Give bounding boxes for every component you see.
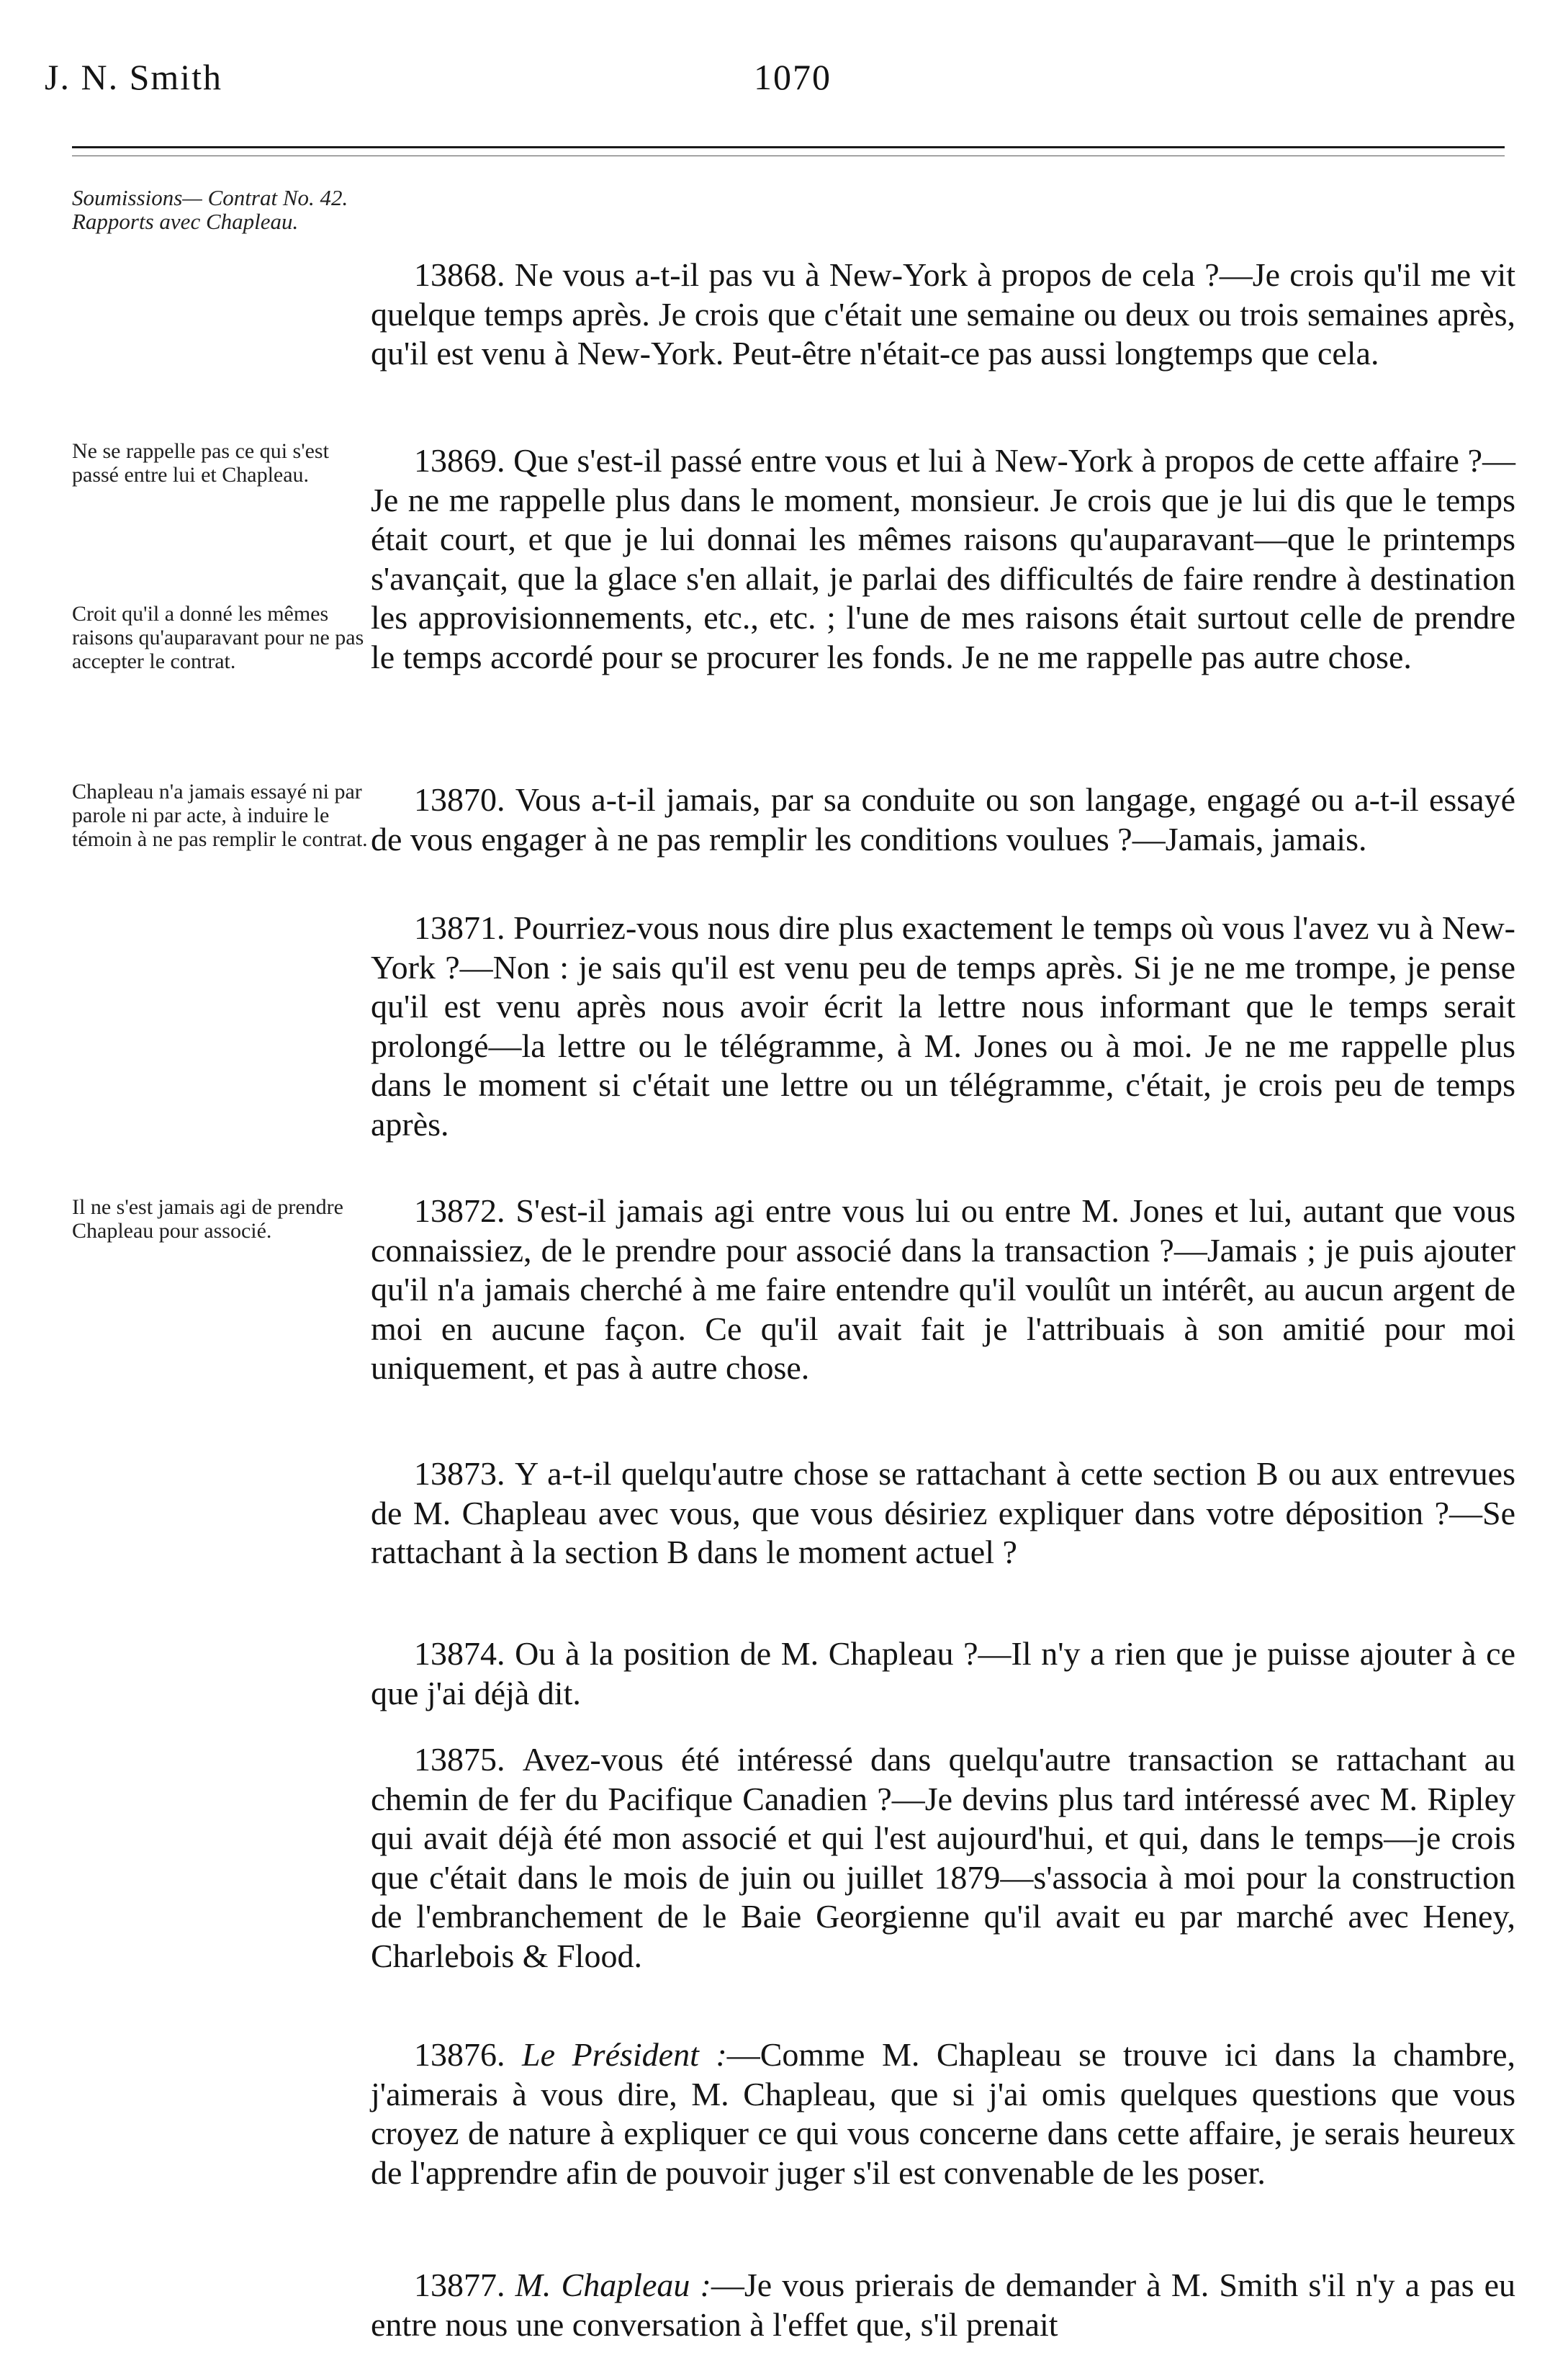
margin-note-contract: Soumissions— Contrat No. 42. Rapports avec Chapleau. (72, 185, 348, 234)
question-number: 13870. (414, 781, 515, 818)
question-text: Avez-vous été intéressé dans quelqu'autre transaction se rattachant au chemin de fer du Pacifique Canadien ?—Je devins plus tard intéressé avec M. Ripley qui avait déjà été mon associé et qui l'est aujourd'hui, et qui, dans le temps—je crois que c'était dans le mois de juin ou juillet 1879—s'associa à moi pour la construction de l'embranchement de le Baie Georgienne qu'il avait eu par marché avec Heney, Charlebois & Flood. (371, 1741, 1515, 1974)
question-text: Pourriez-vous nous dire plus exactement le temps où vous l'avez vu à New-York ?—Non : je sais qu'il est venu peu de temps après. Si je ne me trompe, je pense qu'il est venu après nous avoir écrit la lettre nous informant que le temps serait prolongé—la lettre ou le télégramme, à M. Jones ou à moi. Je ne me rappelle plus dans le moment si c'était une lettre ou un télégramme, c'était, je crois peu de temps après. (371, 909, 1516, 1143)
question-number: 13873. (414, 1455, 515, 1492)
question-13869 (371, 441, 1515, 677)
question-text: Que s'est-il passé entre vous et lui à New-York à propos de cette affaire ?—Je ne me rappelle plus dans le moment, monsieur. Je crois que je lui dis que le temps était court, et que je lui donnai les mêmes raisons qu'auparavant—que le printemps s'avançait, que la glace s'en allait, je parlai des difficultés de faire rendre à destination les approvisionnements, etc., etc. ; l'une de mes raisons était surtout celle de prendre le temps accordé pour se procurer les fonds. Je ne me rappelle pas autre chose. (371, 442, 1516, 675)
question-number: 13875. (414, 1741, 523, 1778)
question-text: Y a-t-il quelqu'autre chose se rattachant à cette section B ou aux entrevues de M. Chapleau avec vous, que vous désiriez expliquer dans votre déposition ?—Se rattachant à la section B dans le moment actuel ? (371, 1455, 1515, 1570)
margin-note-not-partner: Il ne s'est jamais agi de prendre Chapleau pour associé. (72, 1195, 343, 1243)
running-head: J. N. Smith (45, 57, 223, 97)
question-13876 (371, 2035, 1515, 2192)
question-number: 13874. (414, 1635, 515, 1672)
question-13877 (371, 2266, 1515, 2344)
margin-note-same-reasons: Croit qu'il a donné les mêmes raisons qu'auparavant pour ne pas accepter le contrat. (72, 602, 364, 673)
question-number: 13871. (414, 909, 514, 946)
page-number: 1070 (754, 57, 832, 97)
question-number: 13877. (414, 2267, 515, 2303)
question-13871 (371, 909, 1515, 1144)
speaker-label: M. Chapleau : (515, 2267, 711, 2303)
question-13868 (371, 256, 1515, 374)
page-header (45, 56, 1513, 107)
question-13872 (371, 1192, 1515, 1388)
question-text: —Comme M. Chapleau se trouve ici dans la chambre, j'aimerais à vous dire, M. Chapleau, que si j'ai omis quelques questions que vous croyez de nature à expliquer ce qui vous concerne dans cette affaire, je serais heureux de l'apprendre afin de pouvoir juger s'il est convenable de les poser. (371, 2036, 1516, 2191)
question-number: 13869. (414, 442, 514, 479)
question-text: S'est-il jamais agi entre vous lui ou entre M. Jones et lui, autant que vous connaissiez, de le prendre pour associé dans la transaction ?—Jamais ; je puis ajouter qu'il n'a jamais cherché à me faire entendre qu'il voulût un intérêt, au aucun argent de moi en aucune façon. Ce qu'il avait fait je l'attribuais à son amitié pour moi uniquement, et pas à autre chose. (371, 1192, 1516, 1386)
question-13874 (371, 1634, 1515, 1713)
speaker-label: Le Président : (522, 2036, 727, 2073)
question-number: 13876. (414, 2036, 523, 2073)
question-text: Ne vous a-t-il pas vu à New-York à propos de cela ?—Je crois qu'il me vit quelque temps après. Je crois que c'était une semaine ou deux ou trois semaines après, qu'il est venu à New-York. Peut-être n'était-ce pas aussi longtemps que cela. (371, 256, 1516, 372)
question-13870 (371, 780, 1515, 859)
question-text: Vous a-t-il jamais, par sa conduite ou son langage, engagé ou a-t-il essayé de vous engager à ne pas remplir les conditions voulues ?—Jamais, jamais. (371, 781, 1516, 858)
question-number: 13872. (414, 1192, 516, 1229)
question-text: —Je vous prierais de demander à M. Smith s'il n'y a pas eu entre nous une conversation à l'effet que, s'il prenait (371, 2267, 1515, 2343)
question-number: 13868. (414, 256, 515, 293)
question-text: Ou à la position de M. Chapleau ?—Il n'y a rien que je puisse ajouter à ce que j'ai déjà dit. (371, 1635, 1516, 1711)
margin-note-no-recall: Ne se rappelle pas ce qui s'est passé entre lui et Chapleau. (72, 439, 329, 487)
margin-note-never-induced: Chapleau n'a jamais essayé ni par parole ni par acte, à induire le témoin à ne pas remplir le contrat. (72, 780, 368, 851)
header-rule (72, 146, 1505, 148)
question-13875 (371, 1740, 1515, 1976)
question-13873 (371, 1454, 1515, 1572)
